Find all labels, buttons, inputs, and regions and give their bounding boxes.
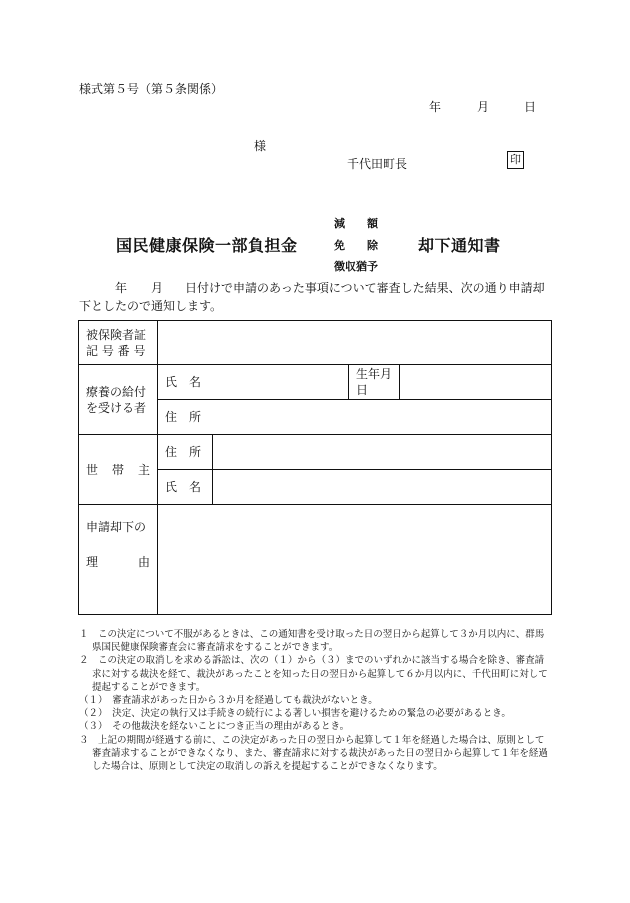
insured-id-label — [79, 321, 158, 365]
application-table — [78, 320, 552, 615]
form-label: 様式第５号（第５条関係） — [79, 82, 224, 96]
beneficiary-label-line1: 療養の給付 — [86, 384, 147, 399]
beneficiary-name-cell — [158, 365, 349, 400]
beneficiary-address-label: 住 所 — [165, 410, 202, 424]
household-address-label: 住 所 — [158, 435, 213, 470]
household-head-label — [79, 435, 158, 505]
title-option-deferral: 徴収猶予 — [334, 260, 378, 273]
intro-body: 日付けで申請のあった事項について審査した結果、次の通り申請却下としたので通知します。 — [79, 281, 545, 313]
intro-month: 月 — [151, 281, 164, 295]
note-2-item-2: （２） 決定、決定の執行又は手続きの続行による著しい損害を避けるための緊急の必要があるとき。 — [79, 708, 511, 720]
insured-id-label-line1: 被保険者証 — [86, 327, 147, 342]
birthdate-value — [400, 365, 552, 400]
addressee-suffix: 様 — [254, 139, 267, 153]
household-name-label: 氏 名 — [158, 470, 213, 505]
household-char-1: 世 — [86, 463, 99, 477]
reason-char-2: 由 — [137, 555, 150, 569]
beneficiary-label — [79, 365, 158, 435]
insured-id-value — [158, 321, 552, 365]
household-name-value — [213, 470, 552, 505]
beneficiary-name-label: 氏 名 — [165, 375, 202, 389]
document-title-suffix: 却下通知書 — [418, 236, 501, 255]
household-address-value — [213, 435, 552, 470]
notes — [79, 628, 549, 773]
title-option-exemption: 免 除 — [334, 239, 378, 252]
rejection-reason-label-line1: 申請却下の — [86, 520, 147, 534]
date-month: 月 — [477, 100, 490, 114]
note-2-item-1: （１） 審査請求があった日から３か月を経過しても裁決がないとき。 — [79, 695, 378, 707]
note-1: １ この決定について不服があるときは、この通知書を受け取った日の翌日から起算して３か月以内に、群馬県国民健康保険審査会に審査請求をすることができます。 — [79, 629, 545, 654]
note-2-item-3: （３） その他裁決を経ないことにつき正当の理由があるとき。 — [79, 721, 350, 733]
household-head-label-text — [79, 461, 157, 478]
birthdate-label: 生年月日 — [349, 365, 400, 400]
note-3: ３ 上記の期間が経過する前に、この決定があった日の翌日から起算して１年を経過した場合は、原則として審査請求することができなくなり、また、審査請求に対する裁決があった日の翌日から起算して１年を経過した場合は、原則として決定の取消しの訴えを提起することができなくなります。 — [79, 734, 548, 773]
rejection-reason-label-line2 — [79, 553, 157, 570]
insured-id-label-line2: 記 号 番 号 — [86, 343, 146, 358]
sender: 千代田町長 — [347, 157, 408, 171]
beneficiary-address-cell — [158, 400, 552, 435]
household-char-3: 主 — [137, 463, 150, 477]
household-char-2: 帯 — [111, 463, 124, 477]
date-day: 日 — [524, 100, 537, 114]
document-title: 国民健康保険一部負担金 — [116, 236, 298, 255]
rejection-reason-value — [158, 505, 552, 615]
note-2: ２ この決定の取消しを求める訴訟は、次の（１）から（３）までのいずれかに該当する場合を除き、審査請求に対する裁決を経て、裁決があったことを知った日の翌日から起算して６か月以内に、千代田町に対して提起することができます。 — [79, 655, 548, 693]
seal-stamp: 印 — [507, 151, 524, 169]
intro-text — [79, 279, 551, 315]
title-option-reduction: 減 額 — [334, 217, 378, 230]
date-year: 年 — [429, 100, 442, 114]
rejection-reason-label — [79, 505, 158, 615]
intro-year: 年 — [115, 281, 128, 295]
beneficiary-label-line2: を受ける者 — [86, 400, 147, 415]
reason-char-1: 理 — [86, 555, 99, 569]
